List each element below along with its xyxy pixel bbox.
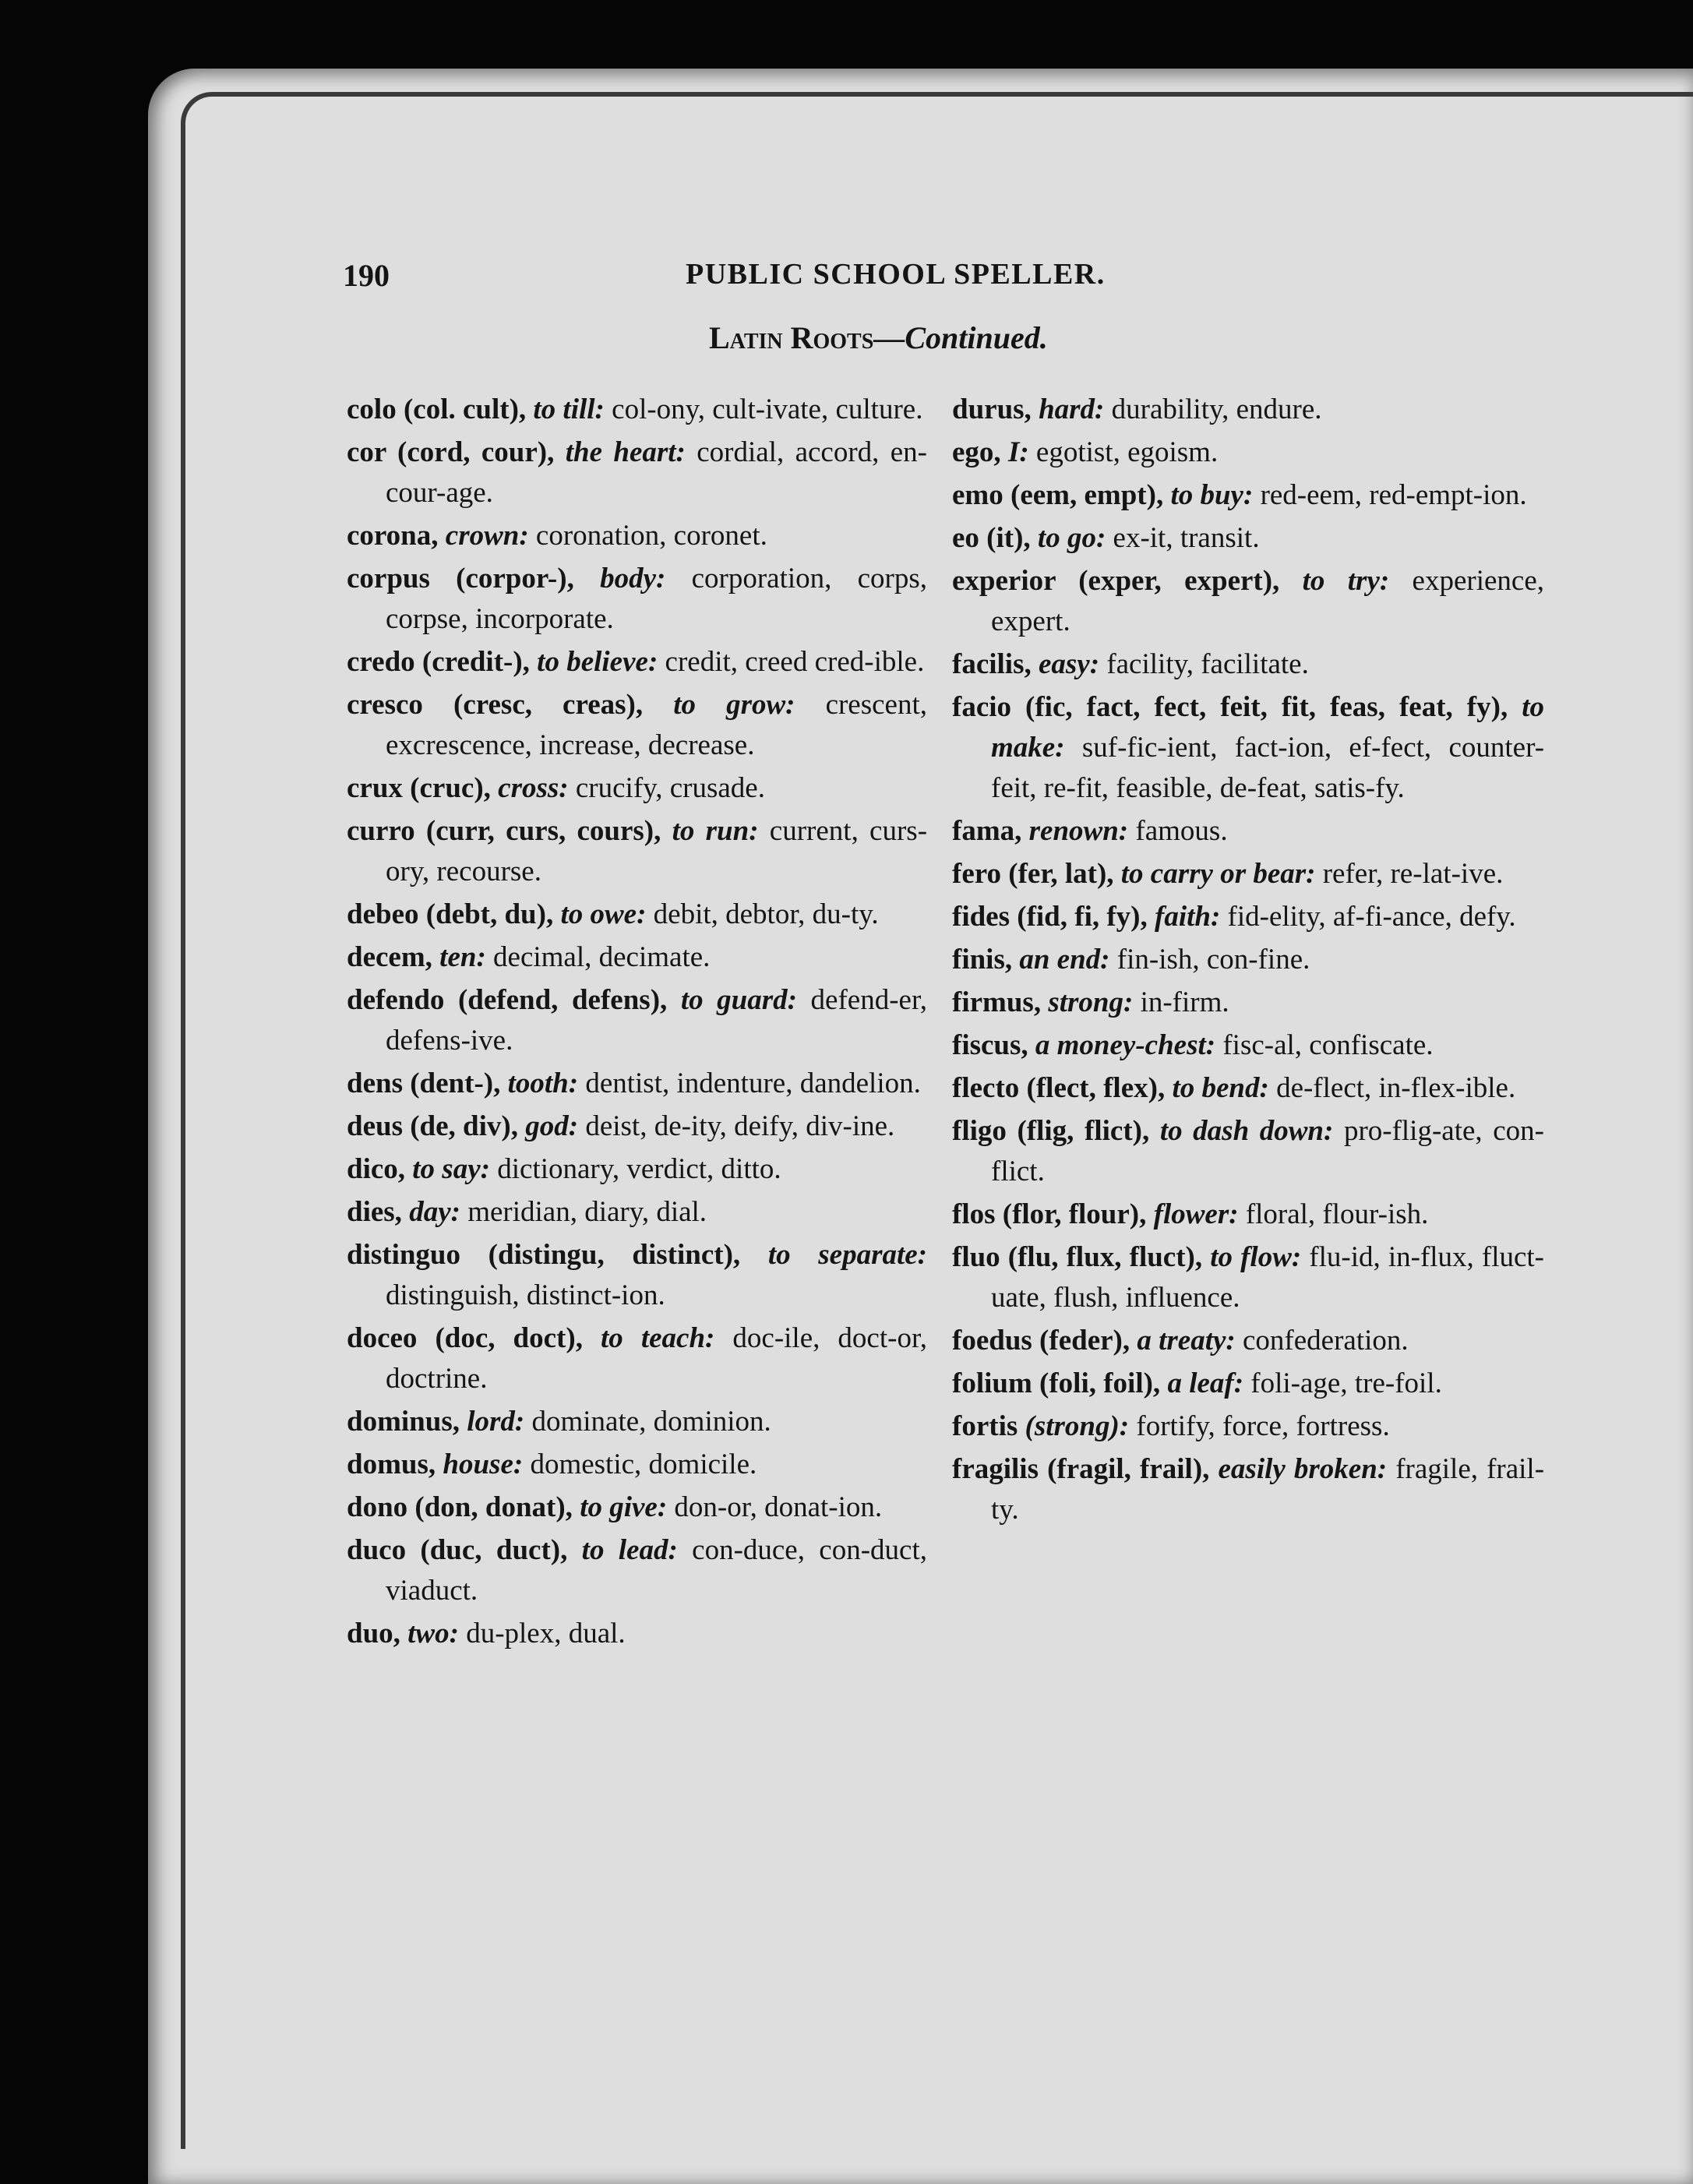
derived-words: facility, facilitate. xyxy=(1106,648,1309,680)
derived-words: fisc-al, confiscate. xyxy=(1222,1029,1434,1061)
root-meaning: easily broken: xyxy=(1218,1453,1388,1485)
derived-words: defend-er, defens-ive. xyxy=(386,984,928,1057)
derived-words: fortify, force, fortress. xyxy=(1136,1410,1390,1442)
root-headword: domus, xyxy=(347,1448,436,1480)
root-headword: deus (de, div), xyxy=(347,1110,518,1142)
derived-words: current, curs-ory, recourse. xyxy=(386,815,928,887)
derived-words: dictionary, verdict, ditto. xyxy=(497,1153,781,1185)
left-column xyxy=(347,390,927,1657)
root-headword: dies, xyxy=(347,1196,402,1228)
root-meaning: to carry or bear: xyxy=(1120,858,1316,890)
derived-words: crescent, excrescence, increase, decrease. xyxy=(386,689,928,761)
derived-words: cordial, accord, en-cour-age. xyxy=(386,436,928,509)
root-headword: decem, xyxy=(347,941,432,973)
root-meaning: to try: xyxy=(1302,565,1390,597)
root-entry xyxy=(347,894,927,935)
root-meaning: strong: xyxy=(1048,986,1134,1018)
root-headword: distinguo (distingu, distinct), xyxy=(347,1239,741,1271)
derived-words: de-flect, in-flex-ible. xyxy=(1276,1072,1516,1104)
root-entry xyxy=(952,1449,1544,1530)
root-headword: fiscus, xyxy=(952,1029,1028,1061)
root-headword: fero (fer, lat), xyxy=(952,858,1114,890)
root-headword: fama, xyxy=(952,815,1022,847)
root-headword: duco (duc, duct), xyxy=(347,1534,568,1566)
derived-words: corporation, corps, corpse, incorporate. xyxy=(386,563,928,635)
root-meaning: to believe: xyxy=(537,646,658,678)
root-headword: fligo (flig, flict), xyxy=(952,1115,1150,1147)
root-meaning: to dash down: xyxy=(1159,1115,1334,1147)
derived-words: debit, debtor, du-ty. xyxy=(653,898,879,930)
root-meaning: house: xyxy=(443,1448,524,1480)
root-entry xyxy=(952,1321,1544,1361)
root-entry xyxy=(952,1025,1544,1066)
derived-words: doc-ile, doct-or, doctrine. xyxy=(386,1322,928,1395)
root-meaning: hard: xyxy=(1039,393,1105,425)
section-heading xyxy=(709,319,1048,356)
root-entry xyxy=(952,811,1544,852)
derived-words: crucify, crusade. xyxy=(575,772,765,804)
derived-words: domestic, domicile. xyxy=(530,1448,757,1480)
root-meaning: to flow: xyxy=(1210,1241,1302,1273)
root-entry xyxy=(347,1106,927,1147)
root-headword: duo, xyxy=(347,1618,400,1649)
root-headword: crux (cruc), xyxy=(347,772,491,804)
root-entry xyxy=(952,518,1544,559)
root-entry xyxy=(347,559,927,640)
root-entry xyxy=(952,561,1544,642)
derived-words: in-firm. xyxy=(1140,986,1229,1018)
root-meaning: tooth: xyxy=(507,1067,579,1099)
root-headword: dens (dent-), xyxy=(347,1067,501,1099)
root-entry xyxy=(347,1149,927,1190)
root-entry xyxy=(952,644,1544,685)
root-headword: firmus, xyxy=(952,986,1042,1018)
root-meaning: to go: xyxy=(1037,522,1106,554)
root-entry xyxy=(347,1487,927,1528)
derived-words: foli-age, tre-foil. xyxy=(1250,1367,1442,1399)
root-headword: facio (fic, fact, fect, feit, fit, feas, feat, fy), xyxy=(952,691,1508,723)
root-entry xyxy=(952,1111,1544,1192)
derived-words: du-plex, dual. xyxy=(466,1618,626,1649)
root-entry xyxy=(347,1064,927,1104)
derived-words: dominate, dominion. xyxy=(531,1406,771,1438)
derived-words: famous. xyxy=(1135,815,1228,847)
root-meaning: a leaf: xyxy=(1167,1367,1244,1399)
root-meaning: to owe: xyxy=(560,898,647,930)
root-meaning: to till: xyxy=(533,393,605,425)
root-headword: ego, xyxy=(952,436,1001,468)
root-headword: foedus (feder), xyxy=(952,1325,1130,1357)
root-entry xyxy=(952,1194,1544,1235)
root-meaning: to separate: xyxy=(767,1239,927,1271)
root-headword: corpus (corpor-), xyxy=(347,563,574,595)
derived-words: meridian, diary, dial. xyxy=(467,1196,707,1228)
root-meaning: to say: xyxy=(412,1153,490,1185)
derived-words: distinguish, distinct-ion. xyxy=(386,1279,665,1311)
derived-words: flu-id, in-flux, fluct-uate, flush, influence. xyxy=(991,1241,1545,1314)
root-meaning: ten: xyxy=(439,941,486,973)
root-entry xyxy=(952,475,1544,516)
derived-words: don-or, donat-ion. xyxy=(674,1491,883,1523)
root-entry xyxy=(347,516,927,556)
root-entry xyxy=(952,432,1544,473)
root-entry xyxy=(952,1237,1544,1318)
root-meaning: god: xyxy=(525,1110,579,1142)
derived-words: con-duce, con-duct, viaduct. xyxy=(386,1534,927,1607)
root-meaning: to buy: xyxy=(1170,479,1254,511)
derived-words: coronation, coronet. xyxy=(535,520,767,552)
root-entry xyxy=(952,1068,1544,1109)
root-headword: fluo (flu, flux, fluct), xyxy=(952,1241,1203,1273)
root-entry xyxy=(952,897,1544,937)
root-headword: durus, xyxy=(952,393,1032,425)
root-entry xyxy=(347,980,927,1061)
derived-words: egotist, egoism. xyxy=(1035,436,1219,468)
root-headword: fides (fid, fi, fy), xyxy=(952,901,1148,933)
root-entry xyxy=(347,1402,927,1442)
root-headword: experior (exper, expert), xyxy=(952,565,1280,597)
root-entry xyxy=(952,940,1544,980)
root-headword: cresco (cresc, creas), xyxy=(347,689,644,721)
root-meaning: easy: xyxy=(1038,648,1100,680)
derived-words: refer, re-lat-ive. xyxy=(1322,858,1504,890)
derived-words: suf-fic-ient, fact-ion, ef-fect, counter-feit, re-fit, feasible, de-feat, satis-fy. xyxy=(991,732,1545,804)
root-headword: corona, xyxy=(347,520,439,552)
root-entry xyxy=(952,1406,1544,1447)
derived-words: fin-ish, con-fine. xyxy=(1116,944,1310,976)
root-meaning: renown: xyxy=(1028,815,1129,847)
root-entry xyxy=(952,1364,1544,1404)
root-headword: dico, xyxy=(347,1153,406,1185)
root-entry xyxy=(347,1235,927,1316)
root-entry xyxy=(347,1445,927,1485)
root-headword: credo (credit-), xyxy=(347,646,530,678)
root-headword: curro (curr, curs, cours), xyxy=(347,815,661,847)
derived-words: dentist, indenture, dandelion. xyxy=(585,1067,921,1099)
root-headword: dominus, xyxy=(347,1406,460,1438)
root-entry xyxy=(952,983,1544,1023)
derived-words: deist, de-ity, deify, div-ine. xyxy=(585,1110,895,1142)
root-meaning: to make: xyxy=(991,691,1545,764)
root-meaning: body: xyxy=(600,563,666,595)
root-meaning: to run: xyxy=(672,815,759,847)
derived-words: experience, expert. xyxy=(991,565,1545,637)
running-title: PUBLIC SCHOOL SPELLER. xyxy=(686,258,1106,291)
root-meaning: lord: xyxy=(467,1406,525,1438)
root-entry xyxy=(347,937,927,978)
derived-words: durability, endure. xyxy=(1111,393,1322,425)
root-meaning: I: xyxy=(1007,436,1029,468)
root-meaning: a treaty: xyxy=(1137,1325,1236,1357)
section-heading-smallcaps: Latin Roots xyxy=(709,320,874,355)
root-headword: fortis xyxy=(952,1410,1018,1442)
root-entry xyxy=(347,811,927,892)
root-meaning: day: xyxy=(409,1196,460,1228)
root-meaning: crown: xyxy=(445,520,529,552)
root-entry xyxy=(347,642,927,683)
root-headword: flecto (flect, flex), xyxy=(952,1072,1166,1104)
root-headword: folium (foli, foil), xyxy=(952,1367,1161,1399)
derived-words: floral, flour-ish. xyxy=(1245,1198,1429,1230)
root-meaning: to give: xyxy=(580,1491,668,1523)
root-meaning: the heart: xyxy=(565,436,686,468)
derived-words: credit, creed cred-ible. xyxy=(665,646,925,678)
root-headword: doceo (doc, doct), xyxy=(347,1322,583,1354)
derived-words: confederation. xyxy=(1242,1325,1409,1357)
right-column xyxy=(952,390,1544,1533)
root-entry xyxy=(952,687,1544,809)
root-meaning: to bend: xyxy=(1172,1072,1269,1104)
root-meaning: an end: xyxy=(1019,944,1110,976)
root-entry xyxy=(347,1530,927,1611)
root-headword: cor (cord, cour), xyxy=(347,436,555,468)
root-headword: emo (eem, empt), xyxy=(952,479,1164,511)
root-headword: finis, xyxy=(952,944,1013,976)
root-meaning: faith: xyxy=(1155,901,1221,933)
root-meaning: two: xyxy=(407,1618,459,1649)
root-entry xyxy=(952,390,1544,430)
root-entry xyxy=(347,1614,927,1654)
derived-words: fid-elity, af-fi-ance, defy. xyxy=(1227,901,1516,933)
root-headword: dono (don, donat), xyxy=(347,1491,573,1523)
root-headword: debeo (debt, du), xyxy=(347,898,554,930)
section-heading-continued: —Continued. xyxy=(873,320,1048,355)
root-meaning: to guard: xyxy=(680,984,797,1016)
root-entry xyxy=(347,1192,927,1233)
page-number: 190 xyxy=(343,258,390,293)
derived-words: ex-it, transit. xyxy=(1113,522,1260,554)
root-meaning: to grow: xyxy=(673,689,795,721)
root-meaning: cross: xyxy=(498,772,569,804)
root-meaning: (strong): xyxy=(1025,1410,1130,1442)
root-meaning: to lead: xyxy=(581,1534,678,1566)
root-headword: fragilis (fragil, frail), xyxy=(952,1453,1210,1485)
root-headword: facilis, xyxy=(952,648,1032,680)
derived-words: fragile, frail-ty. xyxy=(991,1453,1545,1526)
page-header xyxy=(343,257,1621,304)
root-meaning: to teach: xyxy=(601,1322,715,1354)
root-entry xyxy=(347,685,927,766)
root-headword: defendo (defend, defens), xyxy=(347,984,668,1016)
root-entry xyxy=(347,1318,927,1399)
derived-words: red-eem, red-empt-ion. xyxy=(1260,479,1527,511)
derived-words: decimal, decimate. xyxy=(493,941,711,973)
root-meaning: flower: xyxy=(1153,1198,1239,1230)
root-entry xyxy=(952,854,1544,894)
root-entry xyxy=(347,432,927,513)
derived-words: col-ony, cult-ivate, culture. xyxy=(612,393,923,425)
derived-words: pro-flig-ate, con-flict. xyxy=(991,1115,1544,1187)
root-headword: colo (col. cult), xyxy=(347,393,527,425)
root-headword: flos (flor, flour), xyxy=(952,1198,1147,1230)
root-headword: eo (it), xyxy=(952,522,1031,554)
root-meaning: a money-chest: xyxy=(1035,1029,1216,1061)
root-entry xyxy=(347,768,927,809)
root-entry xyxy=(347,390,927,430)
